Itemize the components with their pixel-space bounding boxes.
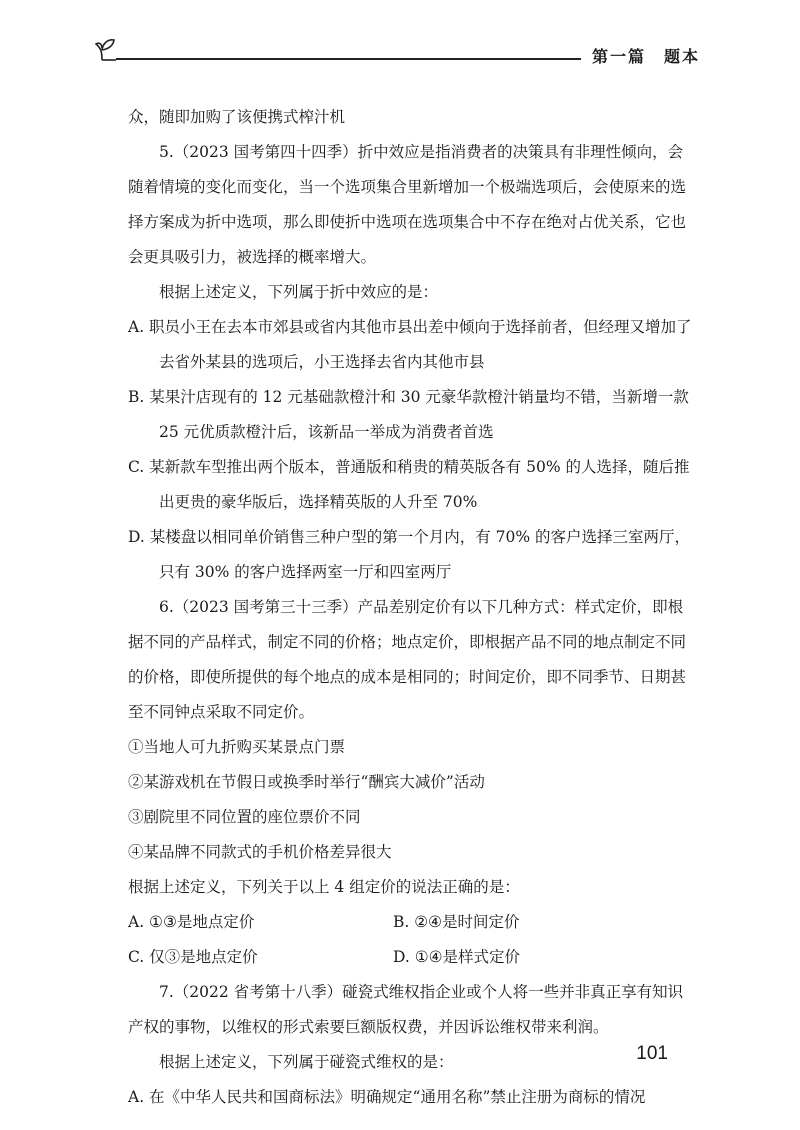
question-5-option-c: C. 某新款车型推出两个版本，普通版和稍贵的精英版各有 50% 的人选择，随后推出更贵的豪华版后，选择精英版的人升至 70% xyxy=(128,458,690,511)
page-body xyxy=(128,100,698,1115)
question-6-prompt: 根据上述定义，下列关于以上 4 组定价的说法正确的是： xyxy=(128,878,520,896)
page-number: 101 xyxy=(636,1043,668,1064)
question-6-item-4: ④某品牌不同款式的手机价格差异很大 xyxy=(128,843,392,861)
question-6-options-row-1 xyxy=(128,905,698,940)
question-5-option-a: A. 职员小王在去本市郊县或省内其他市县出差中倾向于选择前者，但经理又增加了去省外某县的选项后，小王选择去省内其他市县 xyxy=(128,318,692,371)
question-6-option-b: B. ②④是时间定价 xyxy=(393,913,520,931)
question-7-prompt: 根据上述定义，下列属于碰瓷式维权的是： xyxy=(159,1053,454,1071)
question-6-item-1: ①当地人可九折购买某景点门票 xyxy=(128,738,346,756)
question-6-stem: 6.（2023 国考第三十三季）产品差别定价有以下几种方式：样式定价，即根据不同的产品样式，制定不同的价格；地点定价，即根据产品不同的地点制定不同的价格，即使所提供的每个地点的成本是相同的；时间定价，即不同季节、日期甚至不同钟点采取不同定价。 xyxy=(128,598,687,721)
question-6-options-row-2 xyxy=(128,940,698,975)
question-6-option-d: D. ①④是样式定价 xyxy=(393,948,521,966)
question-6-item-2: ②某游戏机在节假日或换季时举行“酬宾大减价”活动 xyxy=(128,773,485,791)
question-6-option-c: C. 仅③是地点定价 xyxy=(128,948,258,966)
question-7-option-a: A. 在《中华人民共和国商标法》明确规定“通用名称”禁止注册为商标的情况 xyxy=(128,1088,646,1106)
question-6-option-a: A. ①③是地点定价 xyxy=(128,913,255,931)
header-rule xyxy=(116,58,581,60)
chapter-title: 第一篇 题本 xyxy=(591,47,700,66)
question-7-stem: 7.（2022 省考第十八季）碰瓷式维权指企业或个人将一些并非真正享有知识产权的事物，以维权的形式索要巨额版权费，并因诉讼维权带来利润。 xyxy=(128,983,684,1036)
question-5-option-b: B. 某果汁店现有的 12 元基础款橙汁和 30 元豪华款橙汁销量均不错，当新增一款 25 元优质款橙汁后，该新品一举成为消费者首选 xyxy=(128,388,689,441)
question-5-prompt: 根据上述定义，下列属于折中效应的是： xyxy=(159,283,439,301)
question-6-item-3: ③剧院里不同位置的座位票价不同 xyxy=(128,808,361,826)
page-header xyxy=(90,34,700,64)
continuation-line: 众，随即加购了该便携式榨汁机 xyxy=(128,108,346,126)
question-5-option-d: D. 某楼盘以相同单价销售三种户型的第一个月内，有 70% 的客户选择三室两厅，只有 30% 的客户选择两室一厅和四室两厅 xyxy=(128,528,691,581)
question-5-stem: 5.（2023 国考第四十四季）折中效应是指消费者的决策具有非理性倾向，会随着情境的变化而变化，当一个选项集合里新增加一个极端选项后，会使原来的选择方案成为折中选项，那么即使折中选项在选项集合中不存在绝对占优关系，它也会更具吸引力，被选择的概率增大。 xyxy=(128,143,687,266)
